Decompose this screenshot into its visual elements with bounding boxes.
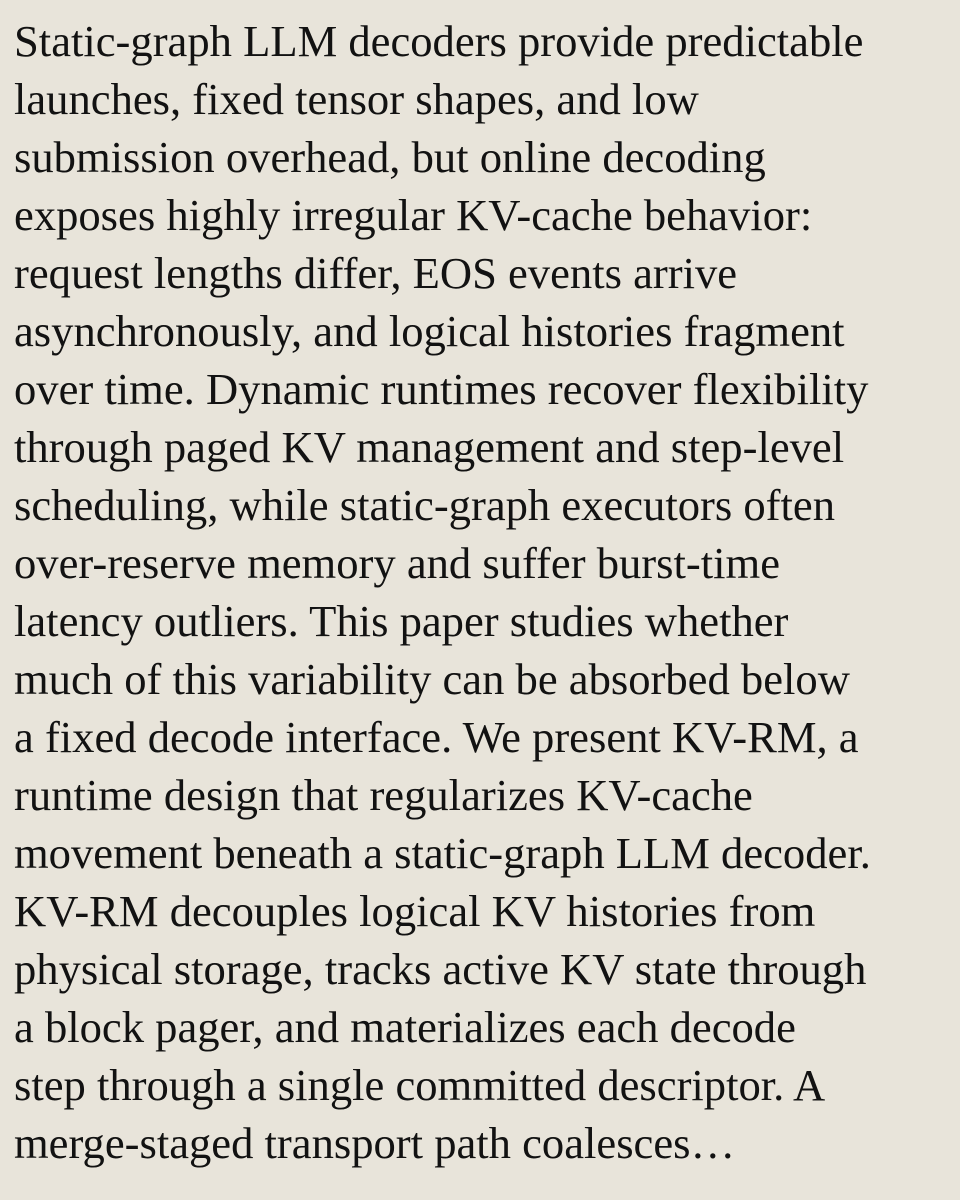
text-line-8: through paged KV management and step-level bbox=[14, 422, 845, 472]
text-line-15: movement beneath a static-graph LLM decoder. bbox=[14, 828, 871, 878]
text-line-5: request lengths differ, EOS events arrive bbox=[14, 248, 738, 298]
text-line-20: merge-staged transport path coalesces… bbox=[14, 1118, 736, 1168]
text-line-10: over-reserve memory and suffer burst-time bbox=[14, 538, 780, 588]
text-line-7: over time. Dynamic runtimes recover flexibility bbox=[14, 364, 869, 414]
text-line-3: submission overhead, but online decoding bbox=[14, 132, 766, 182]
text-line-18: a block pager, and materializes each decode bbox=[14, 1002, 796, 1052]
text-line-1: Static-graph LLM decoders provide predictable bbox=[14, 16, 864, 66]
text-line-11: latency outliers. This paper studies whether bbox=[14, 596, 789, 646]
text-line-9: scheduling, while static-graph executors often bbox=[14, 480, 835, 530]
text-line-13: a fixed decode interface. We present KV-RM, a bbox=[14, 712, 859, 762]
text-line-2: launches, fixed tensor shapes, and low bbox=[14, 74, 699, 124]
text-line-14: runtime design that regularizes KV-cache bbox=[14, 770, 753, 820]
abstract-paragraph bbox=[14, 12, 950, 1172]
text-line-17: physical storage, tracks active KV state through bbox=[14, 944, 867, 994]
text-line-12: much of this variability can be absorbed below bbox=[14, 654, 850, 704]
text-line-6: asynchronously, and logical histories fragment bbox=[14, 306, 845, 356]
text-line-4: exposes highly irregular KV-cache behavior: bbox=[14, 190, 813, 240]
text-line-19: step through a single committed descriptor. A bbox=[14, 1060, 826, 1110]
text-line-16: KV-RM decouples logical KV histories from bbox=[14, 886, 816, 936]
